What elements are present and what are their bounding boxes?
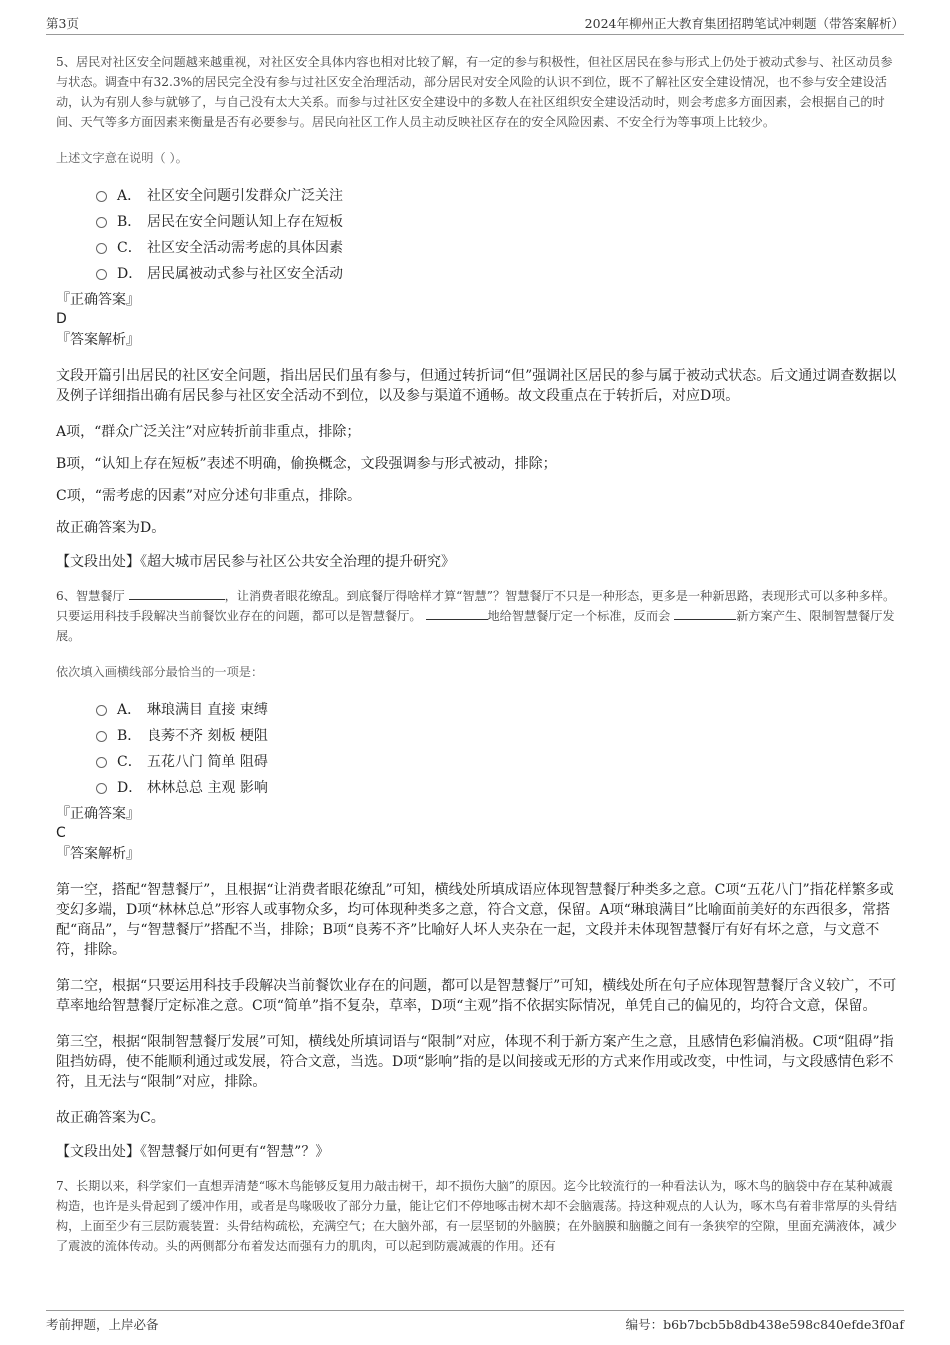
question-6-text: 6、智慧餐厅 ，让消费者眼花缭乱。到底餐厅得啥样才算“智慧”？智慧餐厅不只是一种形态，更多是一种新思路，表现形式可以多种多样。只要运用科技手段解决当前餐饮业存在的问题，都可以是智慧餐厅。 地给智慧餐厅定一个标准，反而会 新方案产生、限制智慧餐厅发展。 (56, 589, 896, 643)
fill-blank-1 (129, 587, 225, 600)
question-7 (56, 1176, 898, 1256)
radio-icon[interactable] (96, 705, 107, 716)
radio-icon[interactable] (96, 731, 107, 742)
analysis-conclusion: 故正确答案为C。 (56, 1110, 165, 1126)
analysis-paragraph: 第三空，根据“限制智慧餐厅发展”可知，横线处所填词语与“限制”对应，体现不利于新方案产生之意，且感情色彩偏消极。C项“阻碍”指阻挡妨碍，使不能顺利通过或发展，符合文意，当选。D项“影响”指的是以间接或无形的方式来作用或改变，中性词，与文段感情色彩不符，且无法与“限制”对应，排除。 (56, 1034, 894, 1090)
radio-icon[interactable] (96, 757, 107, 768)
option-d[interactable]: D． 居民属被动式参与社区安全活动 (96, 260, 898, 286)
option-a[interactable]: A． 琳琅满目 直接 束缚 (96, 696, 898, 722)
question-5-options (96, 182, 898, 286)
question-5-prompt: 上述文字意在说明（ ）。 (56, 151, 188, 165)
document-title: 2024年柳州正大教育集团招聘笔试冲刺题（带答案解析） (584, 16, 904, 31)
main-content (56, 52, 898, 1256)
option-c[interactable]: C． 社区安全活动需考虑的具体因素 (96, 234, 898, 260)
radio-icon[interactable] (96, 783, 107, 794)
radio-icon[interactable] (96, 217, 107, 228)
passage-source: 【文段出处】《超大城市居民参与社区公共安全治理的提升研究》 (56, 554, 455, 570)
document-code: 编号：b6b7bcb5b8db438e598c840efde3f0af (625, 1317, 904, 1332)
question-7-text: 7、长期以来，科学家们一直想弄清楚“啄木鸟能够反复用力敲击树干，却不损伤大脑”的原因。迄今比较流行的一种看法认为，啄木鸟的脑袋中存在某种减震构造，也许是头骨起到了缓冲作用，或者是鸟喙吸收了部分力量，能让它们不停地啄击树木却不会脑震荡。持这种观点的人认为，啄木鸟有着非常厚的头骨结构，上面至少有三层防震装置：头骨结构疏松，充满空气；在大脑外部，有一层坚韧的外脑膜；在外脑膜和脑髓之间有一条狭窄的空隙，里面充满液体，减少了震波的流体传动。头的两侧都分布着发达而强有力的肌肉，可以起到防震减震的作用。还有 (56, 1179, 897, 1253)
option-c[interactable]: C． 五花八门 简单 阻碍 (96, 748, 898, 774)
radio-icon[interactable] (96, 269, 107, 280)
option-b[interactable]: B． 居民在安全问题认知上存在短板 (96, 208, 898, 234)
analysis-paragraph: 文段开篇引出居民的社区安全问题，指出居民们虽有参与，但通过转折词“但”强调社区居民的参与属于被动式状态。后文通过调查数据以及例子详细指出确有居民参与社区安全活动不到位，以及参与渠道不通畅。故文段重点在于转折后，对应D项。 (56, 368, 897, 404)
analysis-label: 『答案解析』 (56, 846, 140, 862)
question-6-options (96, 696, 898, 800)
page-header (46, 14, 904, 35)
option-b[interactable]: B． 良莠不齐 刻板 梗阻 (96, 722, 898, 748)
radio-icon[interactable] (96, 243, 107, 254)
passage-source: 【文段出处】《智慧餐厅如何更有“智慧”？》 (56, 1144, 330, 1160)
option-a[interactable]: A． 社区安全问题引发群众广泛关注 (96, 182, 898, 208)
analysis-paragraph: A项，“群众广泛关注”对应转折前非重点，排除； (56, 424, 361, 440)
question-6-prompt: 依次填入画横线部分最恰当的一项是： (56, 665, 264, 679)
question-5 (56, 52, 898, 572)
page-footer (46, 1310, 904, 1333)
correct-answer-value: C (56, 825, 66, 841)
fill-blank-3 (674, 607, 736, 620)
question-5-text: 5、居民对社区安全问题越来越重视，对社区安全具体内容也相对比较了解，有一定的参与积极性，但社区居民在参与形式上仍处于被动式参与、社区动员参与状态。调查中有32.3%的居民完全没有参与过社区安全治理活动，部分居民对安全风险的认识不到位，既不了解社区安全建设情况，也不参与安全建设活动，认为有别人参与就够了，与自己没有太大关系。而参与过社区安全建设中的多数人在社区组织安全建设活动时，则会考虑多方面因素，会根据自己的时间、天气等多方面因素来衡量是否有必要参与。居民向社区工作人员主动反映社区存在的安全风险因素、不安全行为等事项上比较少。 (56, 55, 893, 129)
fill-blank-2 (426, 607, 488, 620)
page-number: 第3页 (46, 16, 79, 31)
analysis-paragraph: C项，“需考虑的因素”对应分述句非重点，排除。 (56, 488, 362, 504)
option-d[interactable]: D． 林林总总 主观 影响 (96, 774, 898, 800)
footer-slogan: 考前押题，上岸必备 (46, 1317, 159, 1332)
radio-icon[interactable] (96, 191, 107, 202)
correct-answer-label: 『正确答案』 (56, 292, 140, 308)
analysis-paragraph: 第一空，搭配“智慧餐厅”，且根据“让消费者眼花缭乱”可知，横线处所填成语应体现智慧餐厅种类多之意。C项“五花八门”指花样繁多或变幻多端，D项“林林总总”形容人或事物众多，均可体现种类多之意，符合文意，保留。A项“琳琅满目”比喻面前美好的东西很多，常搭配“商品”，与“智慧餐厅”搭配不当，排除；B项“良莠不齐”比喻好人坏人夹杂在一起，文段并未体现智慧餐厅有好有坏之意，与文意不符，排除。 (56, 882, 894, 958)
correct-answer-label: 『正确答案』 (56, 806, 140, 822)
analysis-conclusion: 故正确答案为D。 (56, 520, 166, 536)
analysis-paragraph: 第二空，根据“只要运用科技手段解决当前餐饮业存在的问题，都可以是智慧餐厅”可知，横线处所在句子应体现智慧餐厅含义较广，不可草率地给智慧餐厅定标准之意。C项“简单”指不复杂，草率，D项“主观”指不依据实际情况，单凭自己的偏见的，均符合文意，保留。 (56, 978, 897, 1014)
analysis-label: 『答案解析』 (56, 332, 140, 348)
analysis-paragraph: B项，“认知上存在短板”表述不明确，偷换概念，文段强调参与形式被动，排除； (56, 456, 557, 472)
correct-answer-value: D (56, 311, 67, 327)
question-6 (56, 586, 898, 1162)
